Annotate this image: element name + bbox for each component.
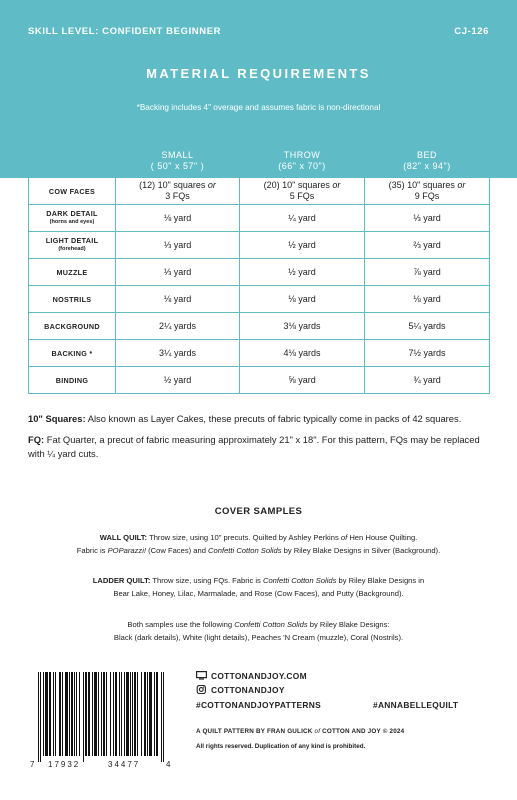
- section-title: MATERIAL REQUIREMENTS: [146, 66, 371, 81]
- note-text: Both samples use the following: [127, 620, 235, 629]
- row-label: NOSTRILS: [29, 286, 116, 313]
- barcode-bar: [88, 672, 90, 756]
- table-cell: [365, 178, 490, 205]
- table-cell: 5¼ yards: [365, 313, 490, 340]
- barcode-bar: [106, 672, 107, 756]
- column-name: SMALL: [161, 149, 194, 160]
- fabric-name: Confetti Cotton Solids: [208, 546, 282, 555]
- barcode-bar: [161, 672, 162, 762]
- barcode-bar: [43, 672, 44, 756]
- barcode-bar: [98, 672, 99, 756]
- table-cell: ½ yard: [116, 367, 240, 394]
- column-header-throw: [240, 144, 365, 178]
- table-cell: [240, 178, 365, 205]
- barcode-bar: [55, 672, 56, 756]
- barcode-bar: [45, 672, 48, 756]
- note-text: (Cow Faces) and: [146, 546, 209, 555]
- barcode-bar: [59, 672, 61, 756]
- row-label: [29, 205, 116, 232]
- table-cell: ⅛ yard: [116, 205, 240, 232]
- website-line: [196, 671, 307, 681]
- instagram-handle[interactable]: COTTONANDJOY: [211, 685, 285, 695]
- cell-or: or: [457, 180, 466, 190]
- cell-text: 9 FQs: [414, 191, 440, 201]
- note-label: WALL QUILT:: [99, 533, 148, 542]
- fq-definition: [28, 433, 493, 461]
- computer-monitor-icon: [196, 671, 207, 680]
- barcode-bar: [137, 672, 138, 756]
- column-size: (82" x 94"): [403, 160, 451, 171]
- barcode-digits-left: 17932: [48, 760, 81, 769]
- website-link[interactable]: COTTONANDJOY.COM: [211, 671, 307, 681]
- barcode-bar: [130, 672, 131, 756]
- table-row-muzzle: [29, 259, 490, 286]
- squares-definition: [28, 412, 493, 426]
- barcode-bar: [147, 672, 148, 756]
- note-label: LADDER QUILT:: [92, 576, 151, 585]
- table-cell: 3¼ yards: [116, 340, 240, 367]
- barcode-digit-check: 4: [166, 760, 171, 769]
- table-cell: 2¼ yards: [116, 313, 240, 340]
- table-cell: [116, 178, 240, 205]
- table-cell: ½ yard: [240, 259, 365, 286]
- table-row-cow-faces: [29, 178, 490, 205]
- table-cell: 7½ yards: [365, 340, 490, 367]
- barcode-bar: [85, 672, 87, 756]
- cover-samples-title: COVER SAMPLES: [214, 506, 303, 517]
- barcode-bar: [126, 672, 129, 756]
- credit-text: COTTON AND JOY © 2024: [320, 728, 405, 735]
- barcode-bar: [141, 672, 142, 756]
- hashtag-patterns: #COTTONANDJOYPATTERNS: [196, 700, 321, 710]
- table-cell: ⅔ yard: [365, 232, 490, 259]
- table-row-background: [29, 313, 490, 340]
- table-cell: ¾ yard: [365, 367, 490, 394]
- table-cell: ⅞ yard: [365, 259, 490, 286]
- instagram-icon: [196, 685, 207, 694]
- barcode-bar: [101, 672, 102, 756]
- column-name: BED: [416, 149, 437, 160]
- barcode-bar: [92, 672, 93, 756]
- row-label: COW FACES: [29, 178, 116, 205]
- barcode-bar: [113, 672, 114, 756]
- barcode-bar: [103, 672, 105, 756]
- barcode-digits-right: 34477: [108, 760, 141, 769]
- barcode-bar: [76, 672, 77, 756]
- table-cell: 4⅛ yards: [240, 340, 365, 367]
- term: 10" Squares:: [28, 413, 86, 424]
- barcode-bar: [53, 672, 54, 756]
- column-size: ( 50" x 57" ): [150, 160, 205, 171]
- barcode-bar: [49, 672, 51, 756]
- table-cell: ⅛ yard: [365, 286, 490, 313]
- barcode-bar: [154, 672, 155, 756]
- barcode-bar: [40, 672, 41, 762]
- barcode-bar: [74, 672, 75, 756]
- table-row-nostrils: [29, 286, 490, 313]
- ladder-quilt-note: [20, 574, 497, 600]
- cell-text: (20) 10" squares: [263, 180, 333, 190]
- credit-text: A QUILT PATTERN BY FRAN GULICK: [196, 728, 315, 735]
- barcode-bar: [156, 672, 158, 756]
- barcode-bar: [83, 672, 84, 762]
- table-cell: ¼ yard: [240, 205, 365, 232]
- note-text: by Riley Blake Designs in Silver (Background).: [281, 546, 441, 555]
- both-samples-note: [20, 618, 497, 644]
- note-text: by Riley Blake Designs:: [307, 620, 390, 629]
- wall-quilt-note: [20, 531, 497, 557]
- note-text: Bear Lake, Honey, Lilac, Marmalade, and Rose (Cow Faces), and Putty (Background).: [113, 589, 404, 598]
- cell-text: 5 FQs: [289, 191, 315, 201]
- row-label-text: DARK DETAIL: [46, 209, 98, 218]
- copyright-notice: All rights reserved. Duplication of any kind is prohibited.: [196, 743, 366, 750]
- row-label-sub: (horns and eyes): [49, 219, 95, 225]
- table-cell: ½ yard: [240, 232, 365, 259]
- note-text: by Riley Blake Designs in: [336, 576, 425, 585]
- column-size: (66" x 70"): [278, 160, 326, 171]
- table-cell: ⅓ yard: [116, 259, 240, 286]
- barcode-bar: [79, 672, 80, 756]
- table-row-light-detail: [29, 232, 490, 259]
- table-corner: [29, 144, 116, 178]
- barcode-bar: [69, 672, 70, 756]
- table-header-row: [29, 144, 490, 178]
- column-header-small: [116, 144, 240, 178]
- row-label-text: LIGHT DETAIL: [45, 236, 99, 245]
- table-row-binding: [29, 367, 490, 394]
- term: FQ:: [28, 434, 45, 445]
- cell-text: (12) 10" squares: [139, 180, 208, 190]
- barcode-bar: [115, 672, 117, 756]
- row-label-sub: (forehead): [58, 246, 86, 252]
- barcode-bar: [163, 672, 164, 762]
- backing-note: *Backing includes 4" overage and assumes fabric is non-directional: [136, 103, 381, 112]
- pattern-credit: [196, 728, 404, 735]
- table-cell: ⅓ yard: [116, 232, 240, 259]
- barcode-bar: [119, 672, 120, 756]
- fabric-name: Confetti Cotton Solids: [262, 576, 337, 585]
- skill-level: SKILL LEVEL: CONFIDENT BEGINNER: [28, 26, 222, 37]
- column-header-bed: [365, 144, 490, 178]
- hashtag-quilt: #ANNABELLEQUILT: [373, 700, 459, 710]
- barcode-bar: [94, 672, 97, 756]
- material-requirements-table: [28, 143, 490, 394]
- barcode-bar: [124, 672, 125, 756]
- note-text: Throw size, using 10" precuts. Quilted by Ashley Perkins: [147, 533, 341, 542]
- table-cell: 3⅛ yards: [240, 313, 365, 340]
- barcode-bar: [121, 672, 122, 756]
- cell-text: (35) 10" squares: [388, 180, 458, 190]
- table-cell: ⅛ yard: [116, 286, 240, 313]
- row-label: MUZZLE: [29, 259, 116, 286]
- note-text: Throw size, using FQs. Fabric is: [150, 576, 263, 585]
- row-label: BACKING *: [29, 340, 116, 367]
- note-text: Hen House Quilting.: [347, 533, 418, 542]
- definition-text: Also known as Layer Cakes, these precuts of fabric typically come in packs of 42 squares.: [85, 413, 462, 424]
- note-text: Fabric is: [76, 546, 108, 555]
- row-label: BACKGROUND: [29, 313, 116, 340]
- barcode-bar: [134, 672, 136, 756]
- barcode-bar: [144, 672, 146, 756]
- pattern-code: CJ-126: [454, 26, 489, 37]
- row-label: BINDING: [29, 367, 116, 394]
- table-cell: ⅓ yard: [365, 205, 490, 232]
- barcode-bar: [38, 672, 39, 762]
- definition-text: Fat Quarter, a precut of fabric measuring approximately 21" x 18". For this pattern, FQs may be replaced with ¼ yard cuts.: [28, 434, 480, 459]
- note-text: Black (dark details), White (light details), Peaches 'N Cream (muzzle), Coral (Nostrils).: [113, 633, 404, 642]
- barcode-bar: [71, 672, 73, 756]
- fabric-name: POParazzi!: [107, 546, 146, 555]
- cell-text: 3 FQs: [165, 191, 190, 201]
- fabric-name: Confetti Cotton Solids: [234, 620, 308, 629]
- note-text: of: [340, 533, 348, 542]
- barcode: [38, 672, 164, 762]
- credit-text: of: [314, 728, 321, 735]
- barcode-bar: [62, 672, 63, 756]
- table-cell: ⅛ yard: [240, 286, 365, 313]
- row-label: [29, 232, 116, 259]
- barcode-bar: [110, 672, 111, 756]
- instagram-line: [196, 685, 285, 695]
- barcode-digit-lead: 7: [30, 760, 35, 769]
- barcode-bar: [132, 672, 133, 756]
- cell-or: or: [332, 180, 341, 190]
- cell-or: or: [207, 180, 216, 190]
- definitions: [28, 412, 493, 468]
- barcode-bar: [65, 672, 68, 756]
- table-row-dark-detail: [29, 205, 490, 232]
- barcode-bar: [149, 672, 152, 756]
- table-row-backing: [29, 340, 490, 367]
- column-name: THROW: [283, 149, 321, 160]
- table-cell: ⅝ yard: [240, 367, 365, 394]
